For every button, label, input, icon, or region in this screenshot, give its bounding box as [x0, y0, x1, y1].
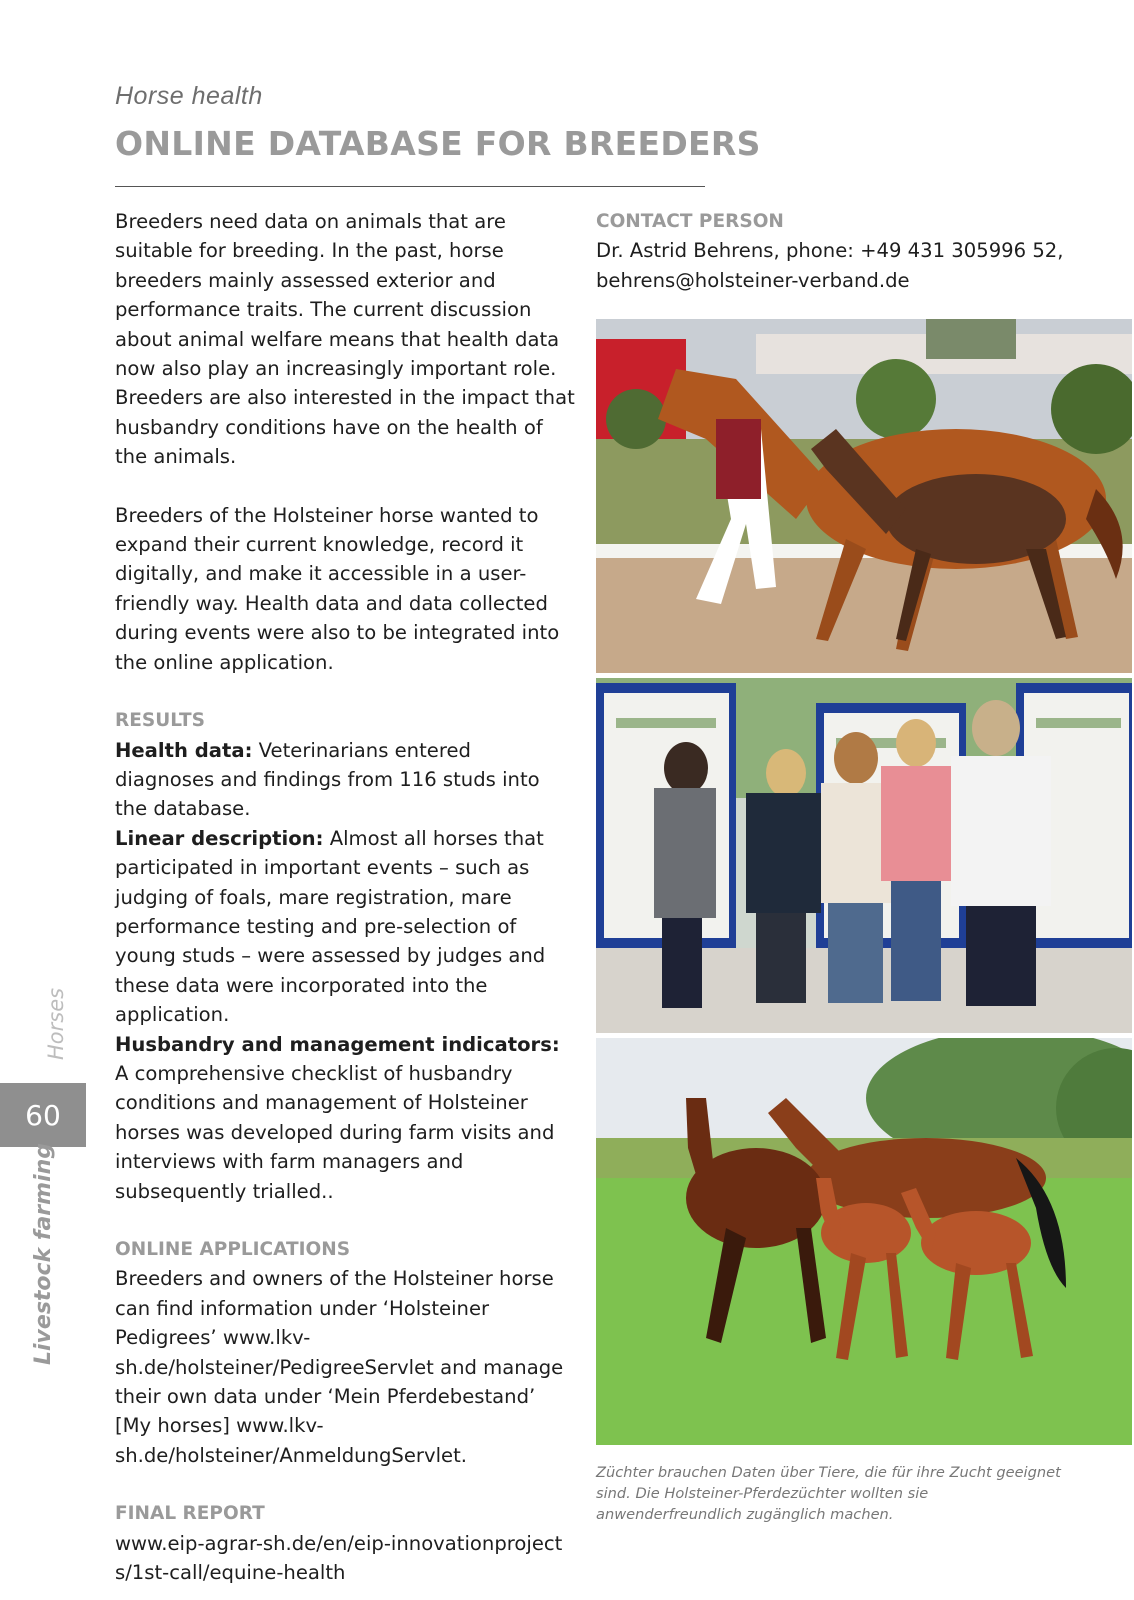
contact-line-phone: Dr. Astrid Behrens, phone: +49 431 305996 52, — [596, 239, 1064, 263]
main-column — [115, 207, 575, 1587]
linear-description-label: Linear description: — [115, 826, 324, 850]
health-data-label: Health data: — [115, 738, 253, 762]
husbandry-text: A comprehensive checklist of husbandry conditions and management of Holsteiner horses was developed during farm visits and interviews with farm managers and subsequently trialled.. — [115, 1061, 555, 1203]
photo-mare-and-foal — [596, 319, 1132, 673]
results-heading: RESULTS — [115, 710, 205, 732]
sidebar-section-label: Horses — [44, 987, 68, 1060]
contact-block — [596, 207, 1116, 295]
title-rule — [115, 186, 705, 187]
page-title: ONLINE DATABASE FOR BREEDERS — [115, 124, 761, 163]
photo-caption: Züchter brauchen Daten über Tiere, die für ihre Zucht geeignet sind. Die Holsteiner-Pferdezüchter wollten sie anwenderfreundlich zugänglich machen. — [596, 1464, 1061, 1523]
health-data-text: Veterinarians entered diagnoses and findings from 116 studs into the database. — [115, 738, 540, 821]
online-applications-heading: ONLINE APPLICATIONS — [115, 1239, 351, 1260]
intro-paragraph-2: Breeders of the Holsteiner horse wanted to expand their current knowledge, record it digitally, and make it accessible in a user-friendly way. Health data and data collected during events were also to be integrated into the online application. — [115, 503, 560, 674]
husbandry-label-line — [115, 1030, 575, 1059]
page-number: 60 — [0, 1083, 86, 1147]
final-report-heading: FINAL REPORT — [115, 1503, 265, 1525]
husbandry-label: Husbandry and management indicators: — [115, 1032, 560, 1056]
linear-description-paragraph — [115, 824, 575, 1030]
photo-poster-exhibition — [596, 678, 1132, 1033]
contact-email[interactable]: behrens@holsteiner-verband.de — [596, 268, 910, 292]
contact-heading: CONTACT PERSON — [596, 211, 784, 232]
photo-mares-and-foals-pasture — [596, 1038, 1132, 1445]
linear-description-text: Almost all horses that participated in important events – such as judging of foals, mare registration, mare performance testing and pre-selection of young studs – were assessed by judges and these data were incorporated into the application. — [115, 826, 546, 1027]
online-applications-text: Breeders and owners of the Holsteiner horse can find information under ‘Holsteiner Pedigrees’ www.lkv-sh.de/holsteiner/PedigreeServlet and manage their own data under ‘Mein Pferdebestand’ [My horses] www.lkv-sh.de/holsteiner/AnmeldungServlet. — [115, 1267, 564, 1467]
sidebar-chapter-label: Livestock farming — [31, 1142, 56, 1365]
kicker: Horse health — [115, 82, 263, 110]
intro-paragraph-1: Breeders need data on animals that are suitable for breeding. In the past, horse breeders mainly assessed exterior and performance traits. The current discussion about animal welfare means that health data now also play an increasingly important role. Breeders are also interested in the impact that husbandry conditions have on the health of the animals. — [115, 210, 575, 469]
final-report-link[interactable]: www.eip-agrar-sh.de/en/eip-innovationprojects/1st-call/equine-health — [115, 1531, 563, 1585]
health-data-paragraph — [115, 736, 575, 824]
